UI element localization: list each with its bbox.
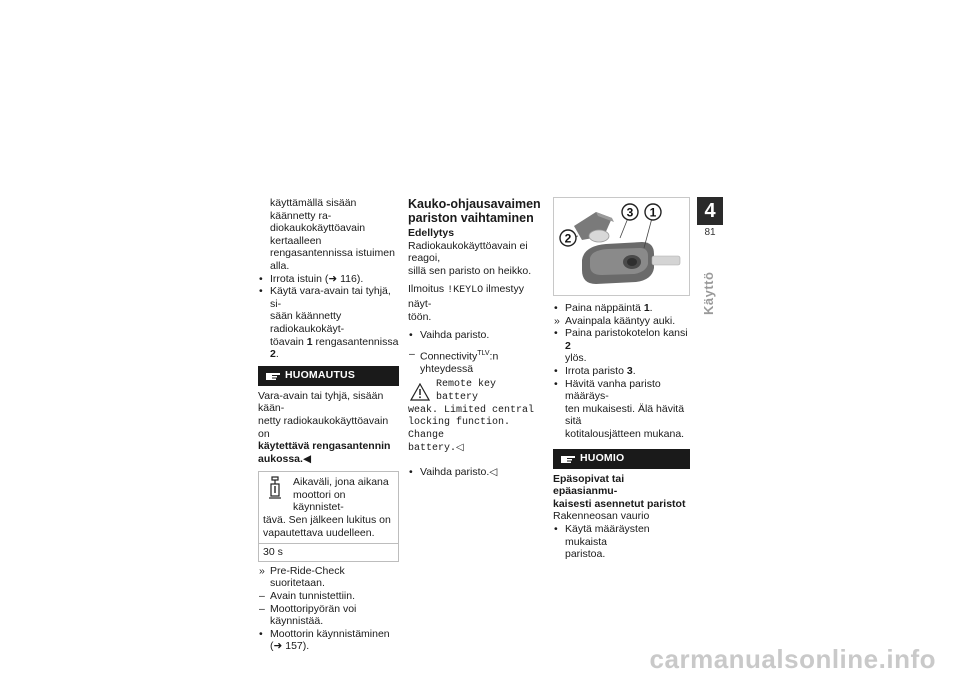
bullet-icon: •	[554, 302, 558, 314]
section-title: Kauko-ohjausavaimen pariston vaihtaminen	[408, 197, 541, 225]
page-ref-link[interactable]: 116	[340, 272, 357, 285]
callout-1: 1	[649, 205, 657, 220]
result-icon: »	[259, 564, 265, 577]
notice-label: HUOMIO	[580, 452, 625, 465]
key-battery-figure	[553, 197, 690, 296]
bullet-remove-seat: • Irrota istuin (➜ 116).	[259, 272, 364, 285]
bullet-replace-battery-2: • Vaihda paristo.◁	[409, 466, 498, 478]
watermark: carmanualsonline.info	[649, 644, 936, 674]
page-number: 81	[704, 227, 716, 238]
notice-header	[553, 449, 690, 469]
bullet-icon: •	[259, 627, 263, 640]
dash-icon: –	[259, 602, 265, 615]
bullet-icon: •	[259, 272, 263, 285]
result-pre-ride-check: » Pre-Ride-Check suoritetaan.	[259, 564, 345, 590]
note-header	[258, 366, 399, 386]
bullet-icon: •	[409, 466, 413, 478]
page-ref-link[interactable]: 157	[285, 640, 303, 653]
chapter-number: 4	[697, 197, 723, 225]
hand-pointer-icon	[266, 370, 280, 382]
bullet-replace-battery: • Vaihda paristo.	[409, 329, 490, 342]
cont-line: rengasantennissa istuimen alla.	[270, 247, 395, 272]
bullet-icon: •	[554, 327, 558, 340]
dash-key-recognized: – Avain tunnistettiin.	[259, 590, 356, 603]
bullet-icon: •	[554, 364, 558, 377]
end-mark-icon: ◁	[456, 442, 464, 454]
dash-connectivity: – Connectivity$^{TLV}$:n yhteydessä	[409, 347, 499, 375]
result-key-opens: » Avainpala kääntyy auki.	[554, 314, 676, 327]
column-1: käyttämällä sisään käännetty ra- diokaukokäyttöavain kertaalleen rengasantennissa istuimen alla. • Irrota istuin (➜ 116). • Käytä vara-avain tai tyhjä, si- sään käännetty radiokaukokäyt- töavain 1 rengasantennissa 2. HUOMAUTUS Vara-avain tai tyhjä, sisään kään- netty radiokaukokäyttöavain on käytettävä rengasantennin aukossa.◀ Aikaväli, jona aikana moottori on käynnistet- tävä. Sen jälkeen lukitus on vapautettava uudelleen. 30 s » Pre-Ride-Check suoritetaan. – Avain tunnistettiin. – Moottoripyörän voi käynnistää. • Moottorin käynnistäminen (➜ 157).	[258, 197, 399, 653]
warning-triangle-icon	[410, 383, 432, 403]
section-subtitle: Edellytys	[408, 227, 455, 239]
section-name: Käyttö	[701, 271, 716, 315]
bullet-icon: •	[259, 285, 263, 298]
key-fob-illustration	[554, 198, 689, 295]
cont-line: diokaukokäyttöavain kertaalleen	[270, 222, 366, 247]
bullet-dispose-battery: • Hävitä vanha paristo määräys- ten mukaisesti. Älä hävitä sitä kotitalousjätteen mukana.	[554, 377, 685, 440]
bullet-press-button: • Paina näppäintä 1.	[554, 302, 653, 314]
chapter-tab	[697, 197, 723, 317]
bullet-icon: •	[554, 377, 558, 390]
bullet-icon: •	[409, 329, 413, 342]
result-icon: »	[554, 314, 560, 327]
dash-icon: –	[409, 347, 415, 360]
callout-3: 3	[626, 205, 634, 220]
dash-icon: –	[259, 590, 265, 603]
bullet-icon: •	[554, 522, 558, 535]
column-3: 3 1 2 • Paina näppäintä 1. » Avainpala kääntyy auki. • Paina paristokotelon kansi 2 ylös. • Irrota paristo 3. • Hävitä vanha paristo määräys- ten mukaisesti. Älä hävitä sitä kotitalousjätteen mukana. HUOMIO Epäsopivat tai epäasianmu- kaisesti asennetut paristot Rakenneosan vaurio • Käytä määräysten mukaista paristoa.	[553, 197, 690, 561]
cont-line: käyttämällä sisään käännetty ra-	[270, 197, 357, 222]
arrow-icon: ➜	[273, 640, 283, 653]
arrow-icon: ➜	[328, 272, 338, 285]
end-mark-icon: ◀	[302, 452, 312, 465]
hand-pointer-icon	[561, 453, 575, 465]
callout-2: 2	[564, 231, 572, 246]
warning-message: Remote key battery weak. Limited central locking function. Change battery.◁	[408, 379, 535, 455]
dash-can-start: – Moottoripyörän voi käynnistää.	[259, 602, 357, 628]
bullet-press-cover: • Paina paristokotelon kansi 2 ylös.	[554, 327, 688, 365]
end-mark-icon: ◁	[489, 466, 498, 478]
timer-icon	[263, 476, 289, 502]
column-2: Kauko-ohjausavaimen pariston vaihtaminen Edellytys Radiokaukokäyttöavain ei reagoi, sillä sen paristo on heikko. Ilmoitus !KEYLO ilmestyy näyt- töön. • Vaihda paristo. – Connectivity$^{TLV}$:n yhteydessä Remote key battery weak. Limited central locking function. Change battery.◁ • Vaihda paristo.◁	[408, 197, 541, 478]
bullet-start-engine: • Moottorin käynnistäminen (➜ 157).	[259, 627, 390, 653]
info-value: 30 s	[263, 546, 283, 559]
bullet-spare-key: • Käytä vara-avain tai tyhjä, si- sään käännetty radiokaukokäyt- töavain 1 rengasantennissa 2.	[259, 285, 399, 361]
note-label: HUOMAUTUS	[285, 369, 356, 382]
bullet-remove-battery: • Irrota paristo 3.	[554, 364, 636, 377]
info-box: Aikaväli, jona aikana moottori on käynnistet- tävä. Sen jälkeen lukitus on vapautettava uudelleen. 30 s	[258, 471, 399, 562]
bullet-use-correct-battery: • Käytä määräysten mukaista paristoa.	[554, 522, 650, 561]
message-code: !KEYLO	[447, 285, 484, 297]
